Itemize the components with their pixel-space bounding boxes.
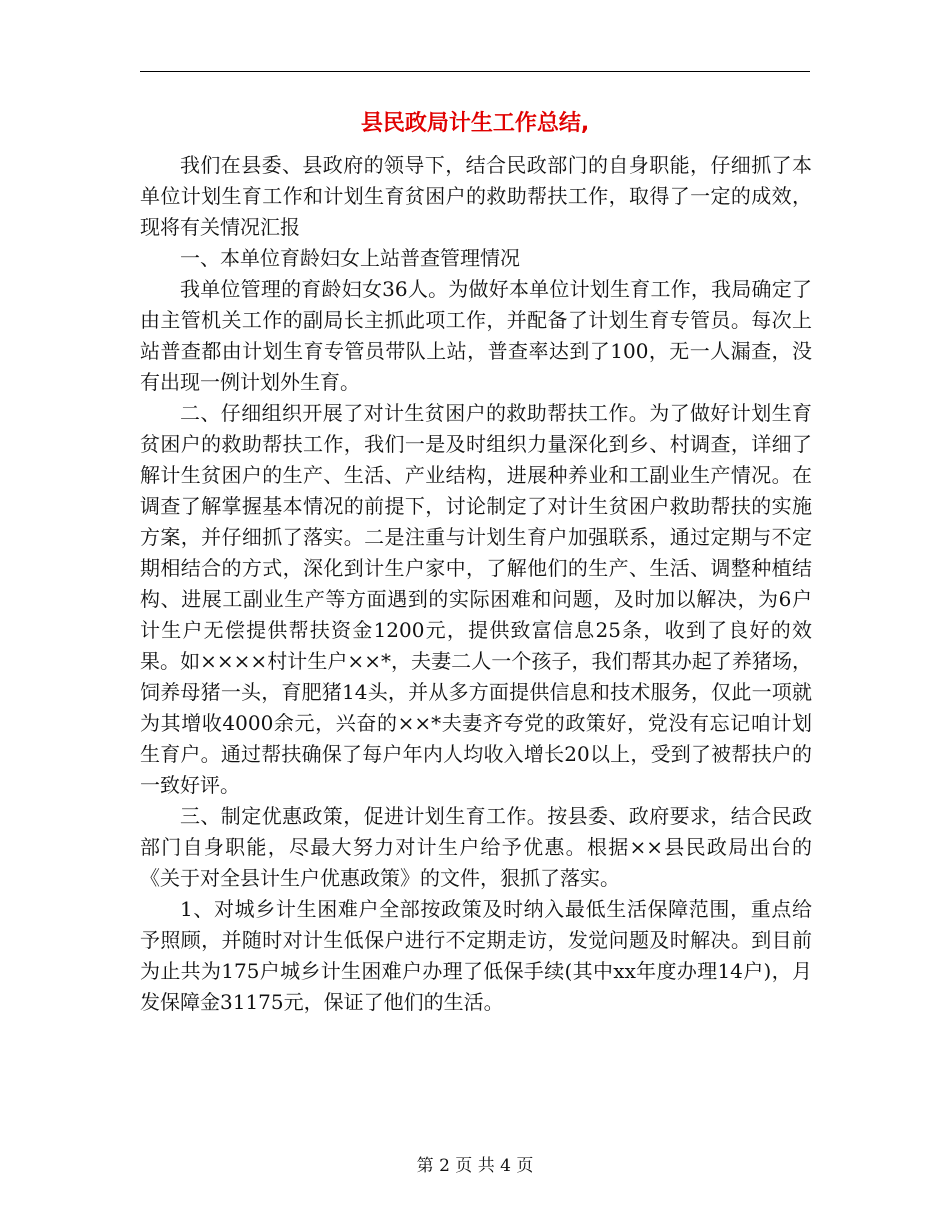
paragraph-item-1: 1、对城乡计生困难户全部按政策及时纳入最低生活保障范围，重点给予照顾，并随时对计生低保户进行不定期走访，发觉问题及时解决。到目前为止共为175户城乡计生困难户办理了低保手续(其中xx年度办理14户)，月发保障金31175元，保证了他们的生活。 (140, 897, 812, 1014)
section-heading-1: 一、本单位育龄妇女上站普查管理情况 (180, 246, 520, 270)
document-body (140, 150, 812, 1018)
header-rule (140, 71, 810, 72)
document-title: 县民政局计生工作总结, (360, 111, 590, 136)
paragraph-section-2: 二、仔细组织开展了对计生贫困户的救助帮扶工作。为了做好计划生育贫困户的救助帮扶工作，我们一是及时组织力量深化到乡、村调查，详细了解计生贫困户的生产、生活、产业结构，进展种养业和工副业生产情况。在调查了解掌握基本情况的前提下，讨论制定了对计生贫困户救助帮扶的实施方案，并仔细抓了落实。二是注重与计划生育户加强联系，通过定期与不定期相结合的方式，深化到计生户家中，了解他们的生产、生活、调整种植结构、进展工副业生产等方面遇到的实际困难和问题，及时加以解决，为6户计生户无偿提供帮扶资金1200元，提供致富信息25条，收到了良好的效果。如××××村计生户××*，夫妻二人一个孩子，我们帮其办起了养猪场，饲养母猪一头，育肥猪14头，并从多方面提供信息和技术服务，仅此一项就为其增收4000余元，兴奋的××*夫妻齐夸党的政策好，党没有忘记咱计划生育户。通过帮扶确保了每户年内人均收入增长20以上，受到了被帮扶户的一致好评。 (140, 401, 812, 797)
paragraph-intro: 我们在县委、县政府的领导下，结合民政部门的自身职能，仔细抓了本单位计划生育工作和计划生育贫困户的救助帮扶工作，取得了一定的成效，现将有关情况汇报 (140, 153, 812, 239)
paragraph-section-3: 三、制定优惠政策，促进计划生育工作。按县委、政府要求，结合民政部门自身职能，尽最大努力对计生户给予优惠。根据××县民政局出台的《关于对全县计生户优惠政策》的文件，狠抓了落实。 (140, 804, 812, 890)
paragraph-section-1: 我单位管理的育龄妇女36人。为做好本单位计划生育工作，我局确定了由主管机关工作的副局长主抓此项工作，并配备了计划生育专管员。每次上站普查都由计划生育专管员带队上站，普查率达到了100，无一人漏查，没有出现一例计划外生育。 (140, 277, 812, 394)
page-number-footer: 第 2 页 共 4 页 (416, 1156, 534, 1176)
